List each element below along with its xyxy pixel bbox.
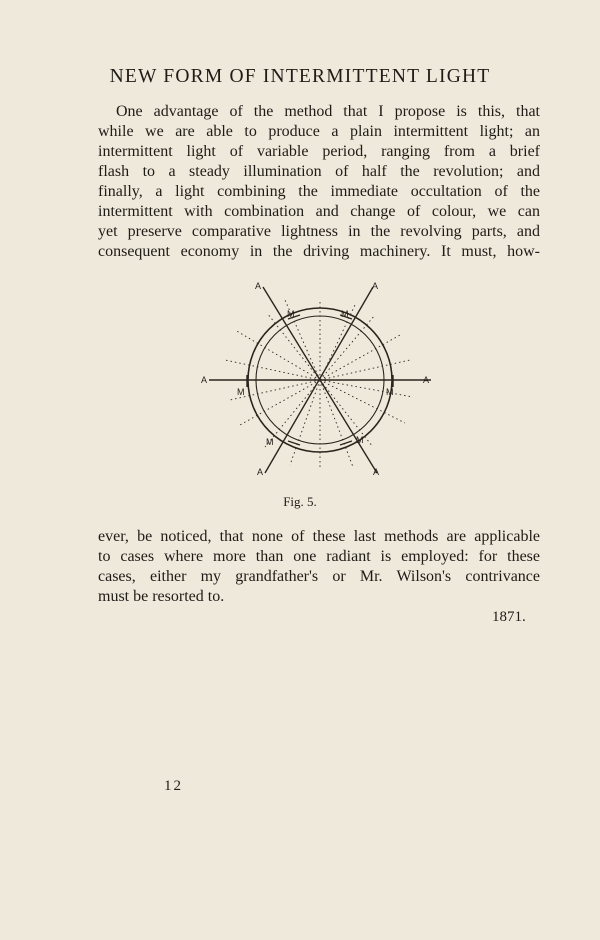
text-line: intermittent light of variable period, ranging from a brief [98,143,540,160]
figure-caption: Fig. 5. [283,494,317,509]
label-a: A [372,281,379,291]
text-line: finally, a light combining the immediate occultation of the [98,183,540,200]
label-a: A [257,467,264,477]
year: 1871. [492,609,526,625]
label-m: M [287,309,295,319]
paragraph-first [98,102,540,262]
label-a: A [423,375,430,385]
text-line: while we are able to produce a plain intermittent light; an [98,123,540,140]
lens-diagram [195,275,445,485]
text-line: cases, either my grandfather's or Mr. Wilson's contrivance [98,568,540,585]
text-line: flash to a steady illumination of half the revolution; and [98,163,540,180]
label-m: M [237,387,245,397]
text-line: to cases where more than one radiant is employed: for these [98,548,540,565]
label-a: A [255,281,262,291]
label-m: M [356,435,364,445]
text-line: intermittent with combination and change of colour, we can [98,203,540,220]
text-line: must be resorted to. [98,588,225,605]
label-a: A [373,467,380,477]
text-line: ever, be noticed, that none of these last methods are applicable [98,528,540,545]
paragraph-second [98,527,540,607]
label-m: M [266,437,274,447]
text-line: consequent economy in the driving machinery. It must, how- [98,243,540,260]
label-m: M [341,309,349,319]
text-line: yet preserve comparative lightness in the revolving parts, and [98,223,540,240]
figure-diagram [195,275,445,485]
label-a: A [201,375,208,385]
text-line: One advantage of the method that I propose is this, that [116,103,540,120]
label-m: M [386,387,394,397]
page-number: 12 [164,778,183,794]
running-head: NEW FORM OF INTERMITTENT LIGHT [109,66,491,87]
